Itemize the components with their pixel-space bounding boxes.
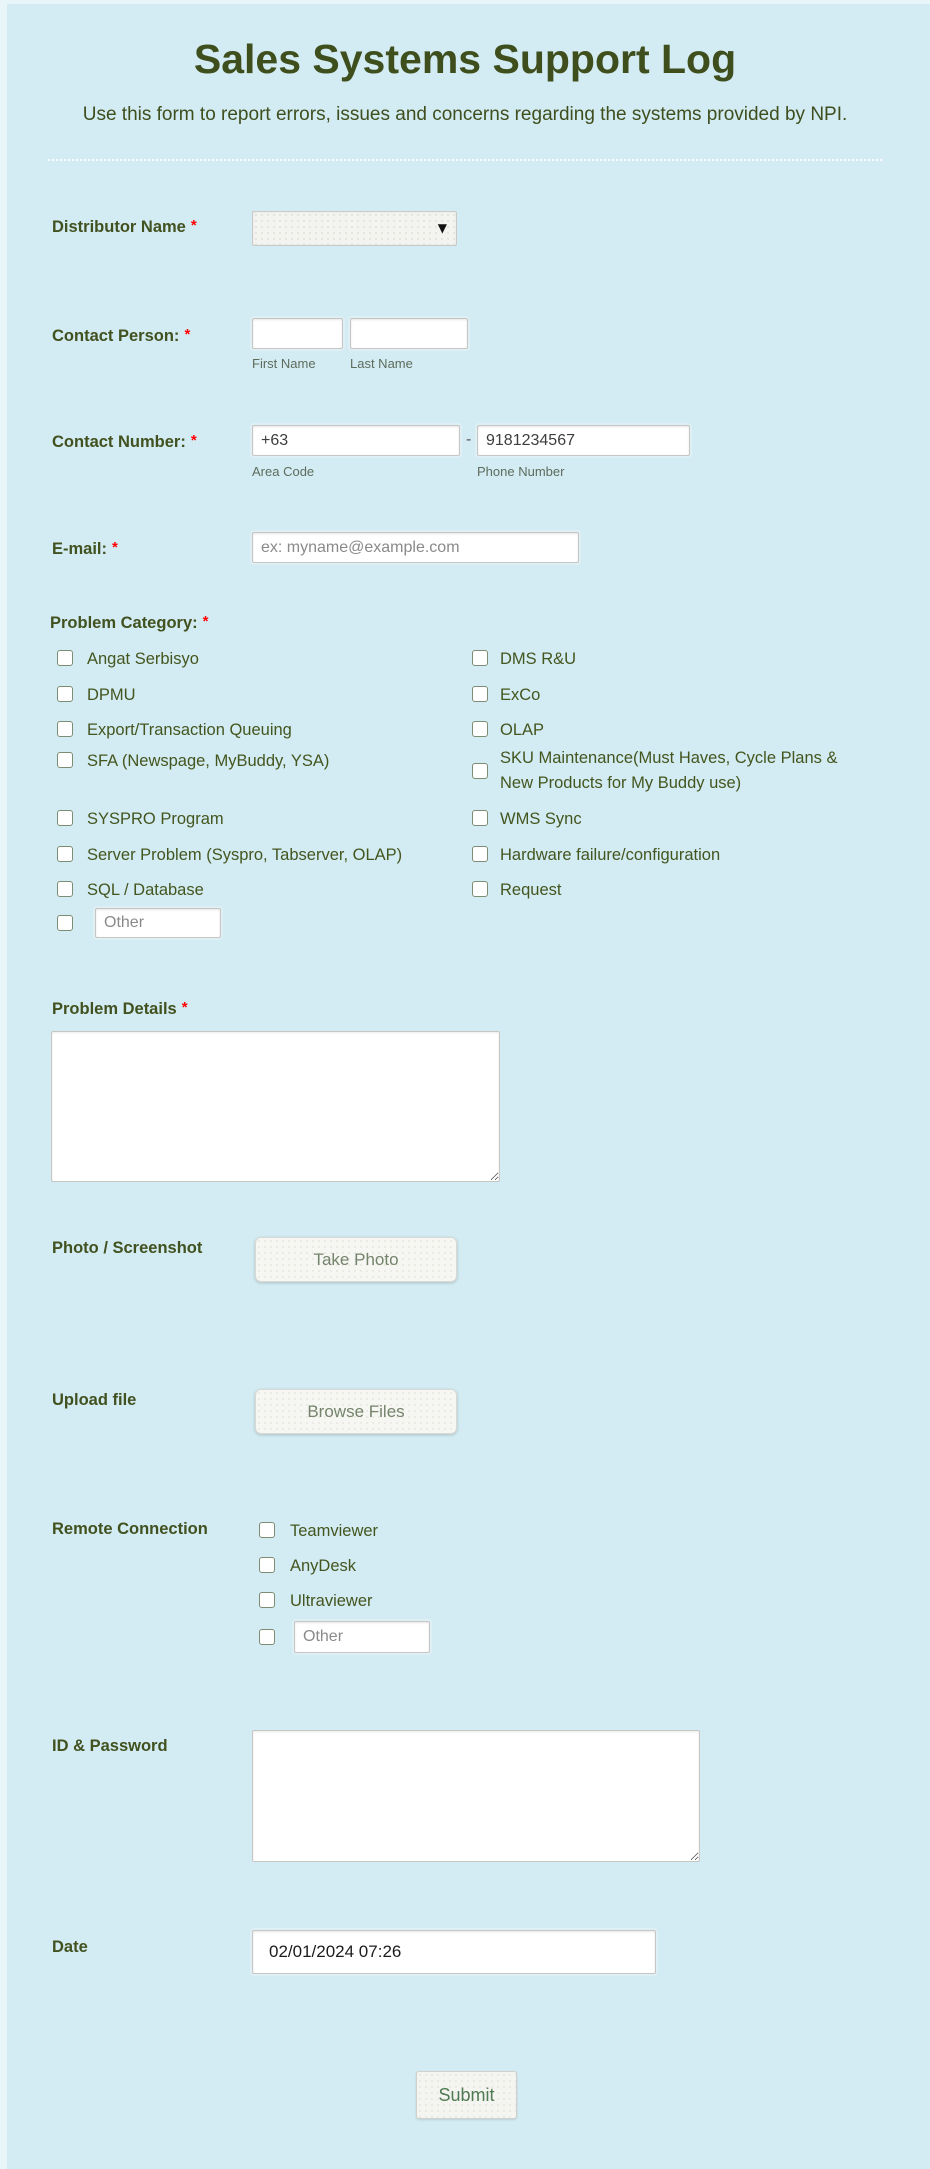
checkbox-angat-serbisyo[interactable] (57, 650, 73, 666)
page-edge-highlight-left (0, 0, 7, 2169)
checkbox-wms-sync[interactable] (472, 810, 488, 826)
option-label: WMS Sync (500, 810, 582, 828)
checkbox-sql-database[interactable] (57, 881, 73, 897)
required-asterisk: * (184, 326, 191, 343)
contact-number-label (52, 433, 197, 452)
browse-files-button[interactable]: Browse Files (255, 1389, 457, 1434)
checkbox-dpmu[interactable] (57, 686, 73, 702)
distributor-name-label-text: Distributor Name (52, 218, 186, 236)
distributor-name-select[interactable] (252, 211, 457, 246)
required-asterisk: * (181, 999, 188, 1016)
page-title: Sales Systems Support Log (193, 36, 737, 82)
date-input[interactable] (252, 1930, 656, 1974)
contact-number-label-text: Contact Number: (52, 433, 186, 451)
option-label: SFA (Newspage, MyBuddy, YSA) (87, 752, 330, 770)
required-asterisk: * (190, 217, 197, 234)
option-label: Server Problem (Syspro, Tabserver, OLAP) (87, 846, 403, 864)
checkbox-teamviewer[interactable] (259, 1522, 275, 1538)
option-label: Request (500, 881, 562, 899)
category-option-row (472, 881, 872, 903)
option-label: Hardware failure/configuration (500, 846, 721, 864)
category-option-row (472, 721, 872, 743)
distributor-name-label (52, 218, 197, 237)
option-label: SYSPRO Program (87, 810, 224, 828)
checkbox-sku-maintenance[interactable] (472, 763, 488, 779)
option-label: Teamviewer (290, 1522, 379, 1540)
area-code-input[interactable] (252, 425, 460, 456)
header-divider (48, 159, 882, 161)
option-label: SQL / Database (87, 881, 204, 899)
category-option-row (57, 650, 199, 672)
problem-details-label (52, 1000, 188, 1019)
remote-other-row (259, 1619, 430, 1655)
problem-details-label-text: Problem Details (52, 1000, 177, 1018)
first-name-input[interactable] (252, 318, 343, 349)
category-option-row (57, 846, 402, 868)
option-label: SKU Maintenance(Must Haves, Cycle Plans & New Products for My Buddy use) (500, 749, 838, 792)
checkbox-category-other[interactable] (57, 915, 73, 931)
remote-other-input[interactable] (294, 1621, 430, 1653)
last-name-input[interactable] (350, 318, 468, 349)
first-name-sublabel: First Name (252, 356, 316, 371)
last-name-sublabel: Last Name (350, 356, 413, 371)
checkbox-olap[interactable] (472, 721, 488, 737)
remote-connection-label: Remote Connection (52, 1520, 208, 1538)
page-subtitle: Use this form to report errors, issues and concerns regarding the systems provided by NPI. (82, 104, 848, 125)
contact-person-label (52, 327, 190, 346)
option-label: Export/Transaction Queuing (87, 721, 292, 739)
upload-file-label: Upload file (52, 1391, 137, 1409)
checkbox-server-problem[interactable] (57, 846, 73, 862)
date-label: Date (52, 1938, 88, 1956)
category-option-row (57, 881, 204, 903)
category-option-row (57, 752, 329, 774)
option-label: AnyDesk (290, 1557, 357, 1575)
checkbox-syspro-program[interactable] (57, 810, 73, 826)
category-option-row (57, 721, 292, 743)
option-label: OLAP (500, 721, 545, 739)
category-option-row (472, 650, 872, 672)
id-password-textarea[interactable] (252, 1730, 700, 1862)
checkbox-request[interactable] (472, 881, 488, 897)
required-asterisk: * (202, 613, 209, 630)
checkbox-ultraviewer[interactable] (259, 1592, 275, 1608)
photo-screenshot-label: Photo / Screenshot (52, 1239, 203, 1257)
option-label: DPMU (87, 686, 136, 704)
category-option-row (472, 846, 872, 868)
remote-option-row (259, 1557, 356, 1579)
page-edge-highlight-top (0, 0, 930, 4)
category-other-input[interactable] (95, 908, 221, 938)
checkbox-sfa[interactable] (57, 752, 73, 768)
checkbox-remote-other[interactable] (259, 1629, 275, 1645)
take-photo-button[interactable]: Take Photo (255, 1237, 457, 1282)
problem-category-label (50, 614, 208, 633)
option-label: Angat Serbisyo (87, 650, 199, 668)
email-label (52, 540, 118, 559)
option-label: Ultraviewer (290, 1592, 373, 1610)
problem-category-label-text: Problem Category: (50, 614, 198, 632)
phone-separator: - (466, 431, 472, 448)
category-option-row (472, 686, 872, 708)
area-code-sublabel: Area Code (252, 464, 315, 479)
phone-number-input[interactable] (477, 425, 690, 456)
email-label-text: E-mail: (52, 540, 108, 558)
email-input[interactable] (252, 532, 579, 563)
category-other-row (57, 906, 221, 940)
checkbox-export-transaction-queuing[interactable] (57, 721, 73, 737)
chevron-down-icon: ▼ (437, 221, 447, 235)
option-label: DMS R&U (500, 650, 577, 668)
checkbox-anydesk[interactable] (259, 1557, 275, 1573)
remote-option-row (259, 1522, 378, 1544)
checkbox-exco[interactable] (472, 686, 488, 702)
id-password-label: ID & Password (52, 1737, 168, 1755)
option-label: ExCo (500, 686, 541, 704)
category-option-row (57, 810, 224, 832)
checkbox-dms-ru[interactable] (472, 650, 488, 666)
required-asterisk: * (112, 539, 118, 556)
problem-details-textarea[interactable] (51, 1031, 500, 1182)
checkbox-hardware-failure[interactable] (472, 846, 488, 862)
contact-person-label-text: Contact Person: (52, 327, 180, 345)
required-asterisk: * (190, 432, 197, 449)
category-option-row (472, 810, 872, 832)
submit-button[interactable]: Submit (416, 2071, 517, 2119)
remote-option-row (259, 1592, 373, 1614)
category-option-row (57, 686, 136, 708)
phone-number-sublabel: Phone Number (477, 464, 565, 479)
category-option-row (472, 746, 872, 796)
